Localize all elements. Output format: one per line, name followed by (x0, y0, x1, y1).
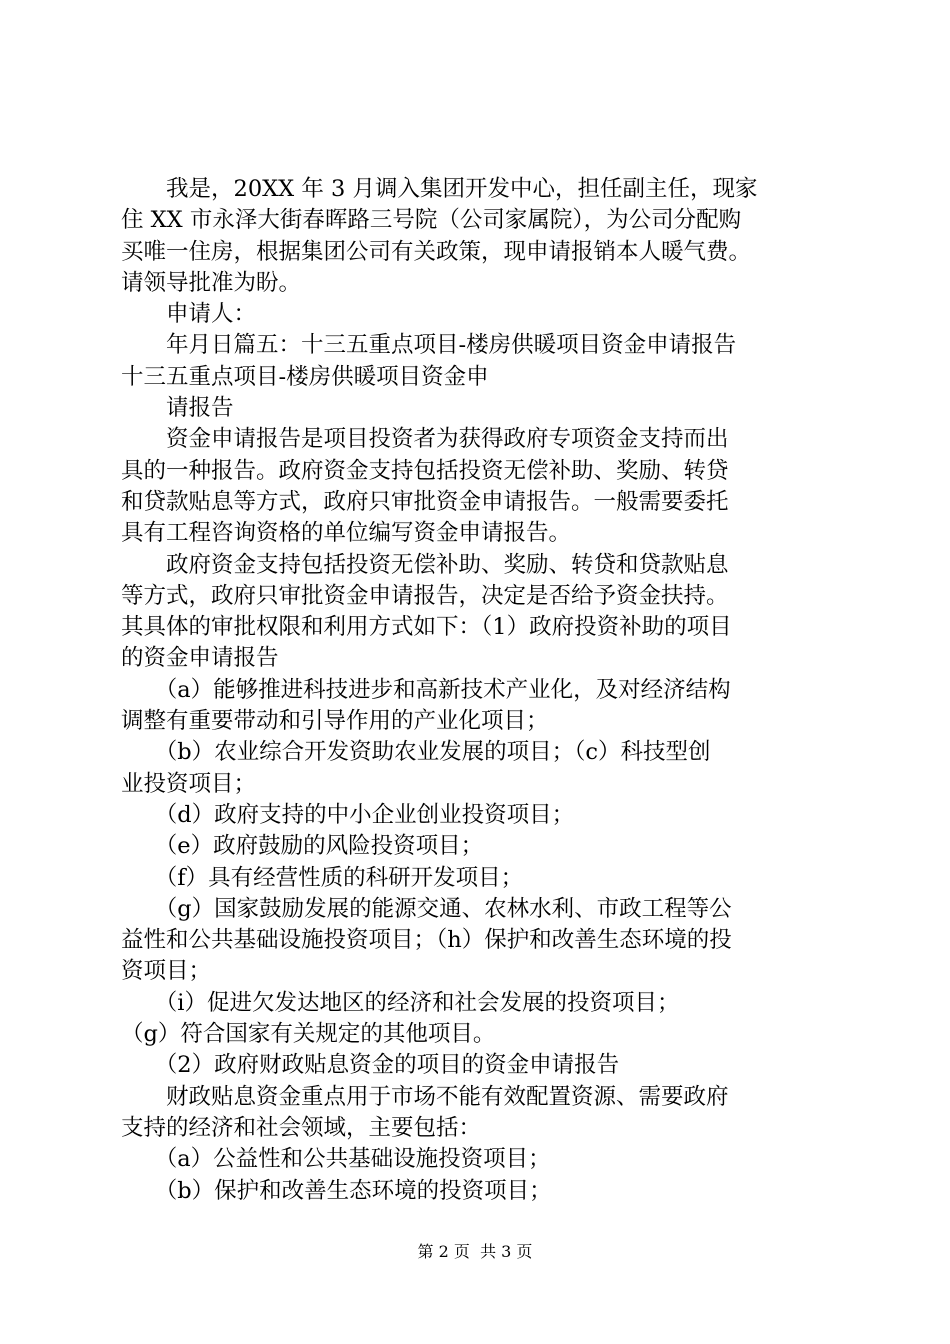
text-line: 财政贴息资金重点用于市场不能有效配置资源、需要政府 (121, 1083, 729, 1110)
text-line: 住 XX 市永泽大街春晖路三号院（公司家属院），为公司分配购 (121, 207, 742, 234)
text-line: 资金申请报告是项目投资者为获得政府专项资金支持而出 (121, 426, 729, 453)
text-line: 申请人： (121, 301, 257, 328)
text-line: 业投资项目； (121, 770, 257, 797)
text-line: 十三五重点项目-楼房供暖项目资金申 (121, 363, 489, 390)
text-line: 的资金申请报告 (121, 645, 279, 672)
text-line: 和贷款贴息等方式，政府只审批资金申请报告。一般需要委托 (121, 488, 729, 515)
text-line: 其具体的审批权限和利用方式如下：（1）政府投资补助的项目 (121, 614, 732, 641)
text-line: 政府资金支持包括投资无偿补助、奖励、转贷和贷款贴息 (121, 551, 729, 578)
text-line: （b）农业综合开发资助农业发展的项目；（c）科技型创 (121, 739, 711, 766)
text-line: 资项目； (121, 958, 212, 985)
text-line: 具有工程咨询资格的单位编写资金申请报告。 (121, 520, 572, 547)
document-body (121, 174, 841, 1207)
text-line: （i）促进欠发达地区的经济和社会发展的投资项目； (121, 989, 680, 1016)
text-line: 支持的经济和社会领域，主要包括： (121, 1114, 482, 1141)
text-line: 我是，20XX 年 3 月调入集团开发中心，担任副主任，现家 (121, 176, 758, 202)
text-line: （b）保护和改善生态环境的投资项目； (121, 1177, 552, 1204)
text-line: （a）公益性和公共基础设施投资项目； (121, 1146, 551, 1173)
text-line: 请报告 (121, 395, 234, 422)
text-line: （a）能够推进科技进步和高新技术产业化，及对经济结构 (121, 676, 731, 703)
text-line: （2）政府财政贴息资金的项目的资金申请报告 (121, 1052, 620, 1079)
text-line: 益性和公共基础设施投资项目；（h）保护和改善生态环境的投 (121, 927, 732, 954)
text-line: 年月日篇五：十三五重点项目-楼房供暖项目资金申请报告 (121, 332, 737, 359)
text-line: （e）政府鼓励的风险投资项目； (121, 833, 484, 860)
page-number-footer: 第 2 页 共 3 页 (417, 1242, 533, 1261)
text-line: （g）符合国家有关规定的其他项目。 (121, 1021, 496, 1048)
text-line: （g）国家鼓励发展的能源交通、农林水利、市政工程等公 (121, 895, 732, 922)
text-line: 调整有重要带动和引导作用的产业化项目； (121, 708, 549, 735)
text-line: （d）政府支持的中小企业创业投资项目； (121, 801, 575, 828)
text-line: 等方式，政府只审批资金申请报告，决定是否给予资金扶持。 (121, 582, 729, 609)
text-line: 具的一种报告。政府资金支持包括投资无偿补助、奖励、转贷 (121, 457, 729, 484)
text-line: 请领导批准为盼。 (121, 269, 302, 296)
text-line: （f）具有经营性质的科研开发项目； (121, 864, 524, 891)
text-line: 买唯一住房，根据集团公司有关政策，现申请报销本人暖气费。 (121, 238, 752, 265)
